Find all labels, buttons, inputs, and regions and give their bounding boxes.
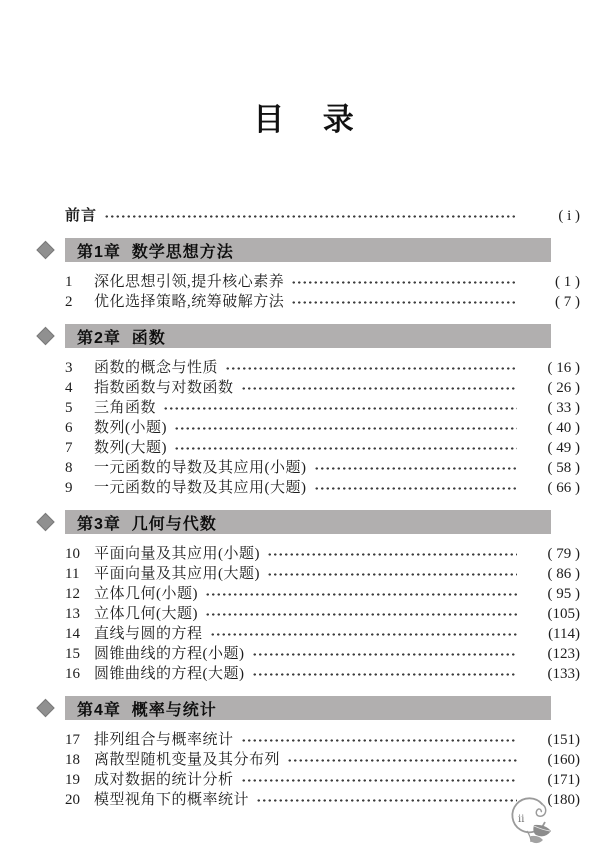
entry-title: 模型视角下的概率统计 bbox=[94, 792, 250, 808]
toc-entry bbox=[65, 292, 580, 312]
dot-leader bbox=[314, 481, 518, 496]
entry-title: 成对数据的统计分析 bbox=[94, 772, 234, 788]
toc-entry bbox=[65, 584, 580, 604]
entry-title: 一元函数的导数及其应用(小题) bbox=[94, 460, 307, 476]
entry-title: 立体几何(大题) bbox=[94, 606, 198, 622]
toc-entry bbox=[65, 438, 580, 458]
entry-page: (151) bbox=[547, 732, 580, 748]
spiral-curl-icon bbox=[536, 805, 545, 817]
entry-page: ( 26 ) bbox=[547, 380, 580, 396]
toc-entry bbox=[65, 544, 580, 564]
toc-entry bbox=[65, 750, 580, 770]
toc-entry bbox=[65, 624, 580, 644]
entry-title: 排列组合与概率统计 bbox=[94, 732, 234, 748]
toc-entry bbox=[65, 664, 580, 684]
chapter-items bbox=[65, 544, 580, 684]
entry-title: 优化选择策略,统筹破解方法 bbox=[94, 294, 285, 310]
entry-number: 8 bbox=[65, 460, 73, 476]
entry-page: ( 16 ) bbox=[547, 360, 580, 376]
entry-number: 20 bbox=[65, 792, 80, 808]
entry-title: 圆锥曲线的方程(大题) bbox=[94, 666, 245, 682]
entry-page: ( i ) bbox=[558, 208, 580, 224]
dot-leader bbox=[256, 793, 517, 808]
entry-number: 17 bbox=[65, 732, 80, 748]
entry-page: (160) bbox=[547, 752, 580, 768]
entry-page: ( 33 ) bbox=[547, 400, 580, 416]
entry-page: ( 40 ) bbox=[547, 420, 580, 436]
entry-number: 9 bbox=[65, 480, 73, 496]
entry-page: ( 95 ) bbox=[547, 586, 580, 602]
toc-entry bbox=[65, 730, 580, 750]
entry-page: (180) bbox=[547, 792, 580, 808]
chapter-heading-4 bbox=[65, 696, 551, 720]
entry-page: (105) bbox=[547, 606, 580, 622]
chapter-heading-3 bbox=[65, 510, 551, 534]
entry-title: 深化思想引领,提升核心素养 bbox=[94, 274, 285, 290]
diamond-icon bbox=[36, 699, 54, 717]
dot-leader bbox=[252, 647, 518, 662]
dot-leader bbox=[163, 401, 517, 416]
entry-number: 6 bbox=[65, 420, 73, 436]
entry-title: 数列(大题) bbox=[94, 440, 167, 456]
dot-leader bbox=[291, 295, 517, 310]
entry-page: (133) bbox=[547, 666, 580, 682]
dot-leader bbox=[174, 441, 517, 456]
dot-leader bbox=[267, 547, 517, 562]
dot-leader bbox=[241, 773, 517, 788]
entry-number: 1 bbox=[65, 274, 73, 290]
entry-number: 7 bbox=[65, 440, 73, 456]
dot-leader bbox=[252, 667, 518, 682]
entry-title: 圆锥曲线的方程(小题) bbox=[94, 646, 245, 662]
dot-leader bbox=[205, 607, 517, 622]
dot-leader bbox=[287, 753, 517, 768]
dot-leader bbox=[267, 567, 517, 582]
toc-entry-preface bbox=[65, 206, 580, 226]
entry-number: 4 bbox=[65, 380, 73, 396]
dot-leader bbox=[225, 361, 517, 376]
entry-page: (123) bbox=[547, 646, 580, 662]
entry-number: 19 bbox=[65, 772, 80, 788]
dot-leader bbox=[205, 587, 517, 602]
diamond-icon bbox=[36, 513, 54, 531]
dot-leader bbox=[314, 461, 518, 476]
page-title: 目 录 bbox=[253, 102, 356, 137]
dot-leader bbox=[210, 627, 517, 642]
entry-title: 立体几何(小题) bbox=[94, 586, 198, 602]
entry-title: 直线与圆的方程 bbox=[94, 626, 203, 642]
entry-page: ( 49 ) bbox=[547, 440, 580, 456]
toc-entry bbox=[65, 378, 580, 398]
chapter-title: 第3章 几何与代数 bbox=[77, 515, 217, 533]
dot-leader bbox=[241, 381, 517, 396]
dot-leader bbox=[291, 275, 517, 290]
chapter-items bbox=[65, 272, 580, 312]
entry-number: 5 bbox=[65, 400, 73, 416]
toc-entry bbox=[65, 478, 580, 498]
entry-page: ( 7 ) bbox=[555, 294, 580, 310]
chapter-section-2 bbox=[65, 324, 580, 498]
entry-number: 3 bbox=[65, 360, 73, 376]
entry-number: 16 bbox=[65, 666, 80, 682]
toc-entry bbox=[65, 644, 580, 664]
toc-entry bbox=[65, 604, 580, 624]
diamond-icon bbox=[36, 241, 54, 259]
toc-entry bbox=[65, 770, 580, 790]
entry-title: 数列(小题) bbox=[94, 420, 167, 436]
table-of-contents bbox=[65, 206, 580, 810]
entry-number: 2 bbox=[65, 294, 73, 310]
entry-title: 平面向量及其应用(大题) bbox=[94, 566, 260, 582]
entry-title: 三角函数 bbox=[94, 400, 157, 416]
entry-title: 指数函数与对数函数 bbox=[94, 380, 234, 396]
entry-page: ( 58 ) bbox=[547, 460, 580, 476]
entry-number: 12 bbox=[65, 586, 80, 602]
leaf-icon bbox=[527, 825, 551, 843]
toc-entry bbox=[65, 358, 580, 378]
chapter-title: 第4章 概率与统计 bbox=[77, 701, 217, 719]
entry-page: ( 1 ) bbox=[555, 274, 580, 290]
ornament-page-number: ⅱ bbox=[518, 814, 525, 825]
chapter-title: 第2章 函数 bbox=[77, 329, 166, 347]
entry-title: 一元函数的导数及其应用(大题) bbox=[94, 480, 307, 496]
entry-number: 11 bbox=[65, 566, 80, 582]
preface-label: 前言 bbox=[65, 207, 98, 224]
entry-page: (171) bbox=[547, 772, 580, 788]
chapter-heading-1 bbox=[65, 238, 551, 262]
toc-entry bbox=[65, 418, 580, 438]
entry-page: ( 66 ) bbox=[547, 480, 580, 496]
page-ornament bbox=[501, 791, 557, 847]
entry-title: 函数的概念与性质 bbox=[94, 360, 219, 376]
chapter-section-3 bbox=[65, 510, 580, 684]
entry-title: 平面向量及其应用(小题) bbox=[94, 546, 260, 562]
entry-number: 15 bbox=[65, 646, 80, 662]
toc-entry bbox=[65, 458, 580, 478]
entry-number: 13 bbox=[65, 606, 80, 622]
chapter-section-1 bbox=[65, 238, 580, 312]
entry-title: 离散型随机变量及其分布列 bbox=[94, 752, 281, 768]
entry-number: 18 bbox=[65, 752, 80, 768]
dot-leader bbox=[241, 733, 517, 748]
dot-leader bbox=[174, 421, 517, 436]
toc-entry bbox=[65, 272, 580, 292]
chapter-items bbox=[65, 358, 580, 498]
entry-page: ( 86 ) bbox=[547, 566, 580, 582]
entry-number: 14 bbox=[65, 626, 80, 642]
chapter-heading-2 bbox=[65, 324, 551, 348]
entry-number: 10 bbox=[65, 546, 80, 562]
toc-entry bbox=[65, 564, 580, 584]
dot-leader bbox=[104, 209, 517, 224]
diamond-icon bbox=[36, 327, 54, 345]
entry-page: (114) bbox=[548, 626, 580, 642]
toc-entry bbox=[65, 398, 580, 418]
entry-page: ( 79 ) bbox=[547, 546, 580, 562]
chapter-title: 第1章 数学思想方法 bbox=[77, 243, 234, 261]
